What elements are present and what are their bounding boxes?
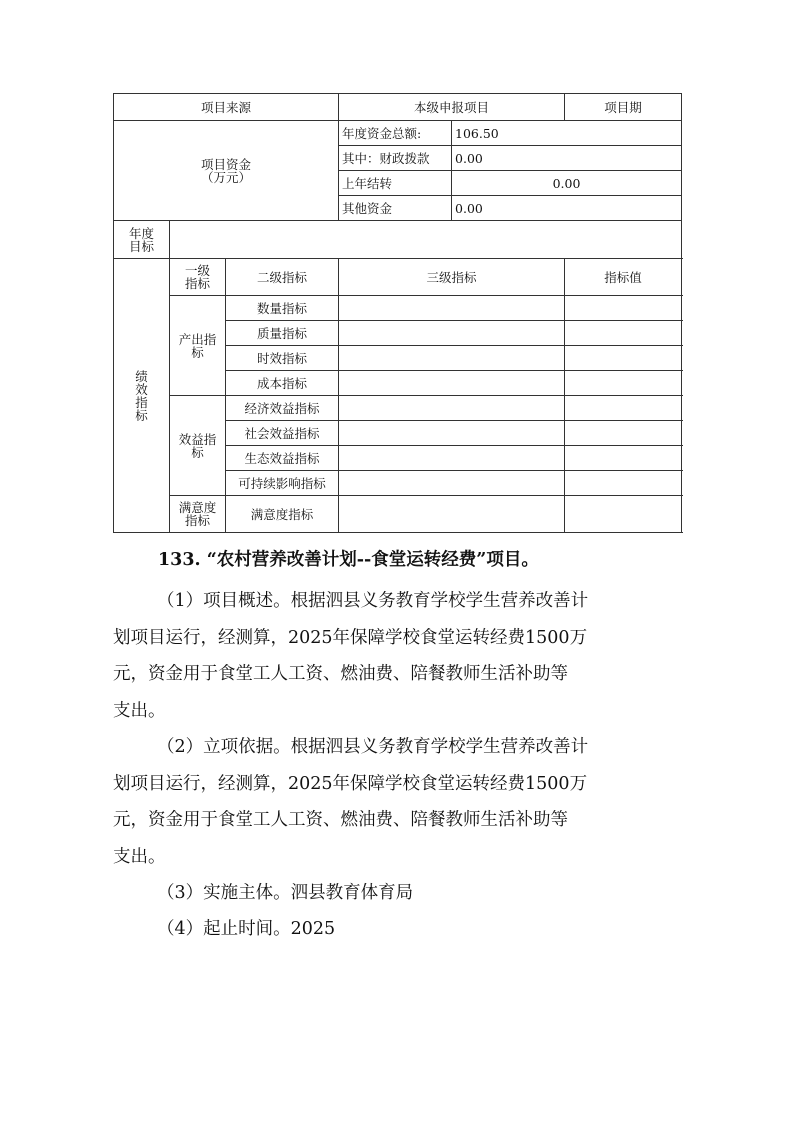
value-cell <box>565 371 682 396</box>
group-output: 产出指标 <box>170 296 226 396</box>
funds-label: 项目资金（万元） <box>114 121 339 221</box>
level3-cell <box>339 421 565 446</box>
level3-cell <box>339 346 565 371</box>
value-cell <box>565 471 682 496</box>
header-level2: 二级指标 <box>226 259 339 296</box>
performance-label: 绩效指标 <box>114 259 170 533</box>
paragraph-line: （3）实施主体。泗县教育体育局 <box>157 883 414 903</box>
value-cell <box>565 446 682 471</box>
level3-cell <box>339 321 565 346</box>
paragraph-basis <box>113 729 683 875</box>
funds-other-value: 0.00 <box>452 196 682 221</box>
header-level3: 三级指标 <box>339 259 565 296</box>
value-cell <box>565 396 682 421</box>
level3-cell <box>339 471 565 496</box>
paragraph-line: 支出。 <box>113 700 166 721</box>
paragraph-line: （4）起止时间。2025 <box>157 919 336 939</box>
value-cell <box>565 296 682 321</box>
indicator-cost: 成本指标 <box>226 371 339 396</box>
paragraph-line: 划项目运行，经测算，2025年保障学校食堂运转经费1500万 <box>113 773 588 794</box>
level3-cell <box>339 446 565 471</box>
period-label: 项目期 <box>565 94 682 121</box>
indicator-timeliness: 时效指标 <box>226 346 339 371</box>
level3-cell <box>339 396 565 421</box>
annual-goal-label: 年度目标 <box>114 221 170 259</box>
level3-cell <box>339 296 565 321</box>
value-cell <box>565 321 682 346</box>
group-satisfaction: 满意度指标 <box>170 496 226 533</box>
paragraph-period <box>113 911 683 948</box>
project-info-table <box>113 93 682 533</box>
paragraph-line: 元，资金用于食堂工人工资、燃油费、陪餐教师生活补助等 <box>113 810 568 830</box>
indicator-quality: 质量指标 <box>226 321 339 346</box>
header-value: 指标值 <box>565 259 682 296</box>
indicator-economic: 经济效益指标 <box>226 396 339 421</box>
source-label: 项目来源 <box>114 94 339 121</box>
funds-carryover-value: 0.00 <box>452 171 682 196</box>
value-cell <box>565 496 682 533</box>
value-cell <box>565 421 682 446</box>
paragraph-line: （1）项目概述。根据泗县义务教育学校学生营养改善计 <box>157 591 589 611</box>
paragraph-implementer <box>113 875 683 912</box>
value-cell <box>565 346 682 371</box>
funds-total-value: 106.50 <box>452 121 682 146</box>
indicator-social: 社会效益指标 <box>226 421 339 446</box>
level3-cell <box>339 496 565 533</box>
level3-cell <box>339 371 565 396</box>
funds-total-label: 年度资金总额: <box>339 121 452 146</box>
indicator-satisfaction: 满意度指标 <box>226 496 339 533</box>
annual-goal-value <box>170 221 682 259</box>
funds-fiscal-value: 0.00 <box>452 146 682 171</box>
header-level1: 一级指标 <box>170 259 226 296</box>
indicator-sustainable: 可持续影响指标 <box>226 471 339 496</box>
paragraph-line: 划项目运行，经测算，2025年保障学校食堂运转经费1500万 <box>113 627 588 648</box>
paragraph-line: （2）立项依据。根据泗县义务教育学校学生营养改善计 <box>157 737 589 757</box>
section-heading: 133. “农村营养改善计划--食堂运转经费”项目。 <box>158 550 539 570</box>
funds-carryover-label: 上年结转 <box>339 171 452 196</box>
indicator-quantity: 数量指标 <box>226 296 339 321</box>
source-value: 本级申报项目 <box>339 94 565 121</box>
indicator-ecological: 生态效益指标 <box>226 446 339 471</box>
paragraph-line: 支出。 <box>113 846 166 867</box>
funds-fiscal-label: 其中：财政拨款 <box>339 146 452 171</box>
funds-other-label: 其他资金 <box>339 196 452 221</box>
paragraph-overview <box>113 583 683 729</box>
paragraph-line: 元，资金用于食堂工人工资、燃油费、陪餐教师生活补助等 <box>113 664 568 684</box>
group-benefit: 效益指标 <box>170 396 226 496</box>
